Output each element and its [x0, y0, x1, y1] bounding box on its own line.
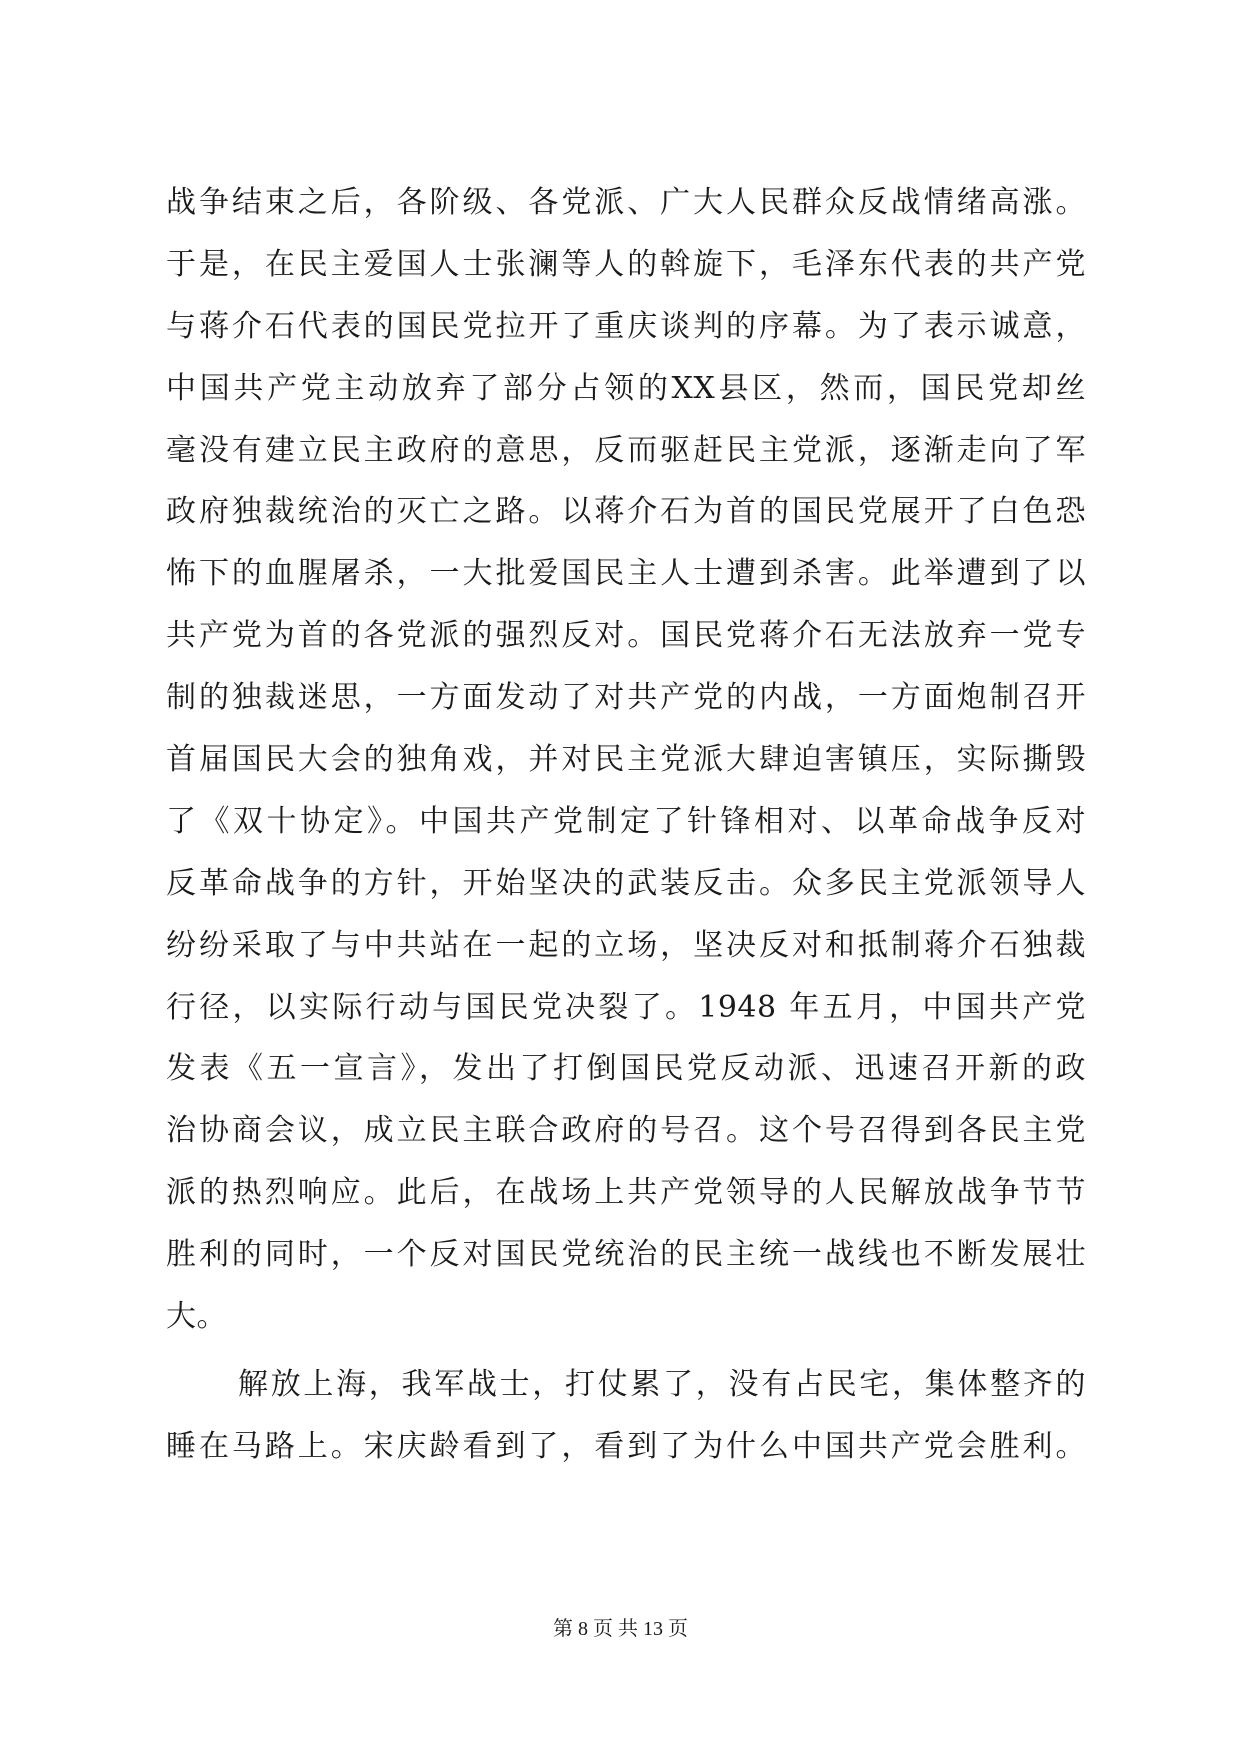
text-line: 与蒋介石代表的国民党拉开了重庆谈判的序幕。为了表示诚意， — [166, 308, 1086, 344]
text-line: 中国共产党主动放弃了部分占领的XX县区，然而，国民党却丝 — [166, 370, 1086, 406]
text-line: 纷纷采取了与中共站在一起的立场，坚决反对和抵制蒋介石独裁 — [166, 927, 1086, 963]
text-line: 大。 — [166, 1299, 227, 1335]
body-text — [166, 172, 1086, 1478]
text-line: 解放上海，我军战士，打仗累了，没有占民宅，集体整齐的 — [238, 1366, 1086, 1402]
paragraph-1 — [166, 172, 1086, 1348]
text-line: 制的独裁迷思，一方面发动了对共产党的内战，一方面炮制召开 — [166, 680, 1086, 716]
text-line: 首届国民大会的独角戏，并对民主党派大肆迫害镇压，实际撕毁 — [166, 742, 1086, 778]
text-line: 了《双十协定》。中国共产党制定了针锋相对、以革命战争反对 — [166, 803, 1086, 839]
text-line: 政府独裁统治的灭亡之路。以蒋介石为首的国民党展开了白色恐 — [166, 494, 1086, 530]
text-line: 于是，在民主爱国人士张澜等人的斡旋下，毛泽东代表的共产党 — [166, 246, 1086, 282]
text-line: 胜利的同时，一个反对国民党统治的民主统一战线也不断发展壮 — [166, 1237, 1086, 1273]
text-line: 治协商会议，成立民主联合政府的号召。这个号召得到各民主党 — [166, 1113, 1086, 1149]
text-line: 怖下的血腥屠杀，一大批爱国民主人士遭到杀害。此举遭到了以 — [166, 556, 1086, 592]
text-line: 战争结束之后，各阶级、各党派、广大人民群众反战情绪高涨。 — [166, 185, 1086, 220]
text-line: 派的热烈响应。此后，在战场上共产党领导的人民解放战争节节 — [166, 1175, 1086, 1211]
paragraph-2 — [166, 1354, 1086, 1478]
text-line: 发表《五一宣言》，发出了打倒国民党反动派、迅速召开新的政 — [166, 1051, 1086, 1087]
text-line: 行径，以实际行动与国民党决裂了。1948 年五月，中国共产党 — [166, 989, 1086, 1025]
text-line: 睡在马路上。宋庆龄看到了，看到了为什么中国共产党会胜利。 — [166, 1428, 1086, 1464]
page-number-footer: 第 8 页 共 13 页 — [553, 1618, 688, 1640]
text-line: 共产党为首的各党派的强烈反对。国民党蒋介石无法放弃一党专 — [166, 618, 1086, 654]
text-line: 反革命战争的方针，开始坚决的武装反击。众多民主党派领导人 — [166, 865, 1086, 901]
text-line: 毫没有建立民主政府的意思，反而驱赶民主党派，逐渐走向了军 — [166, 432, 1086, 468]
